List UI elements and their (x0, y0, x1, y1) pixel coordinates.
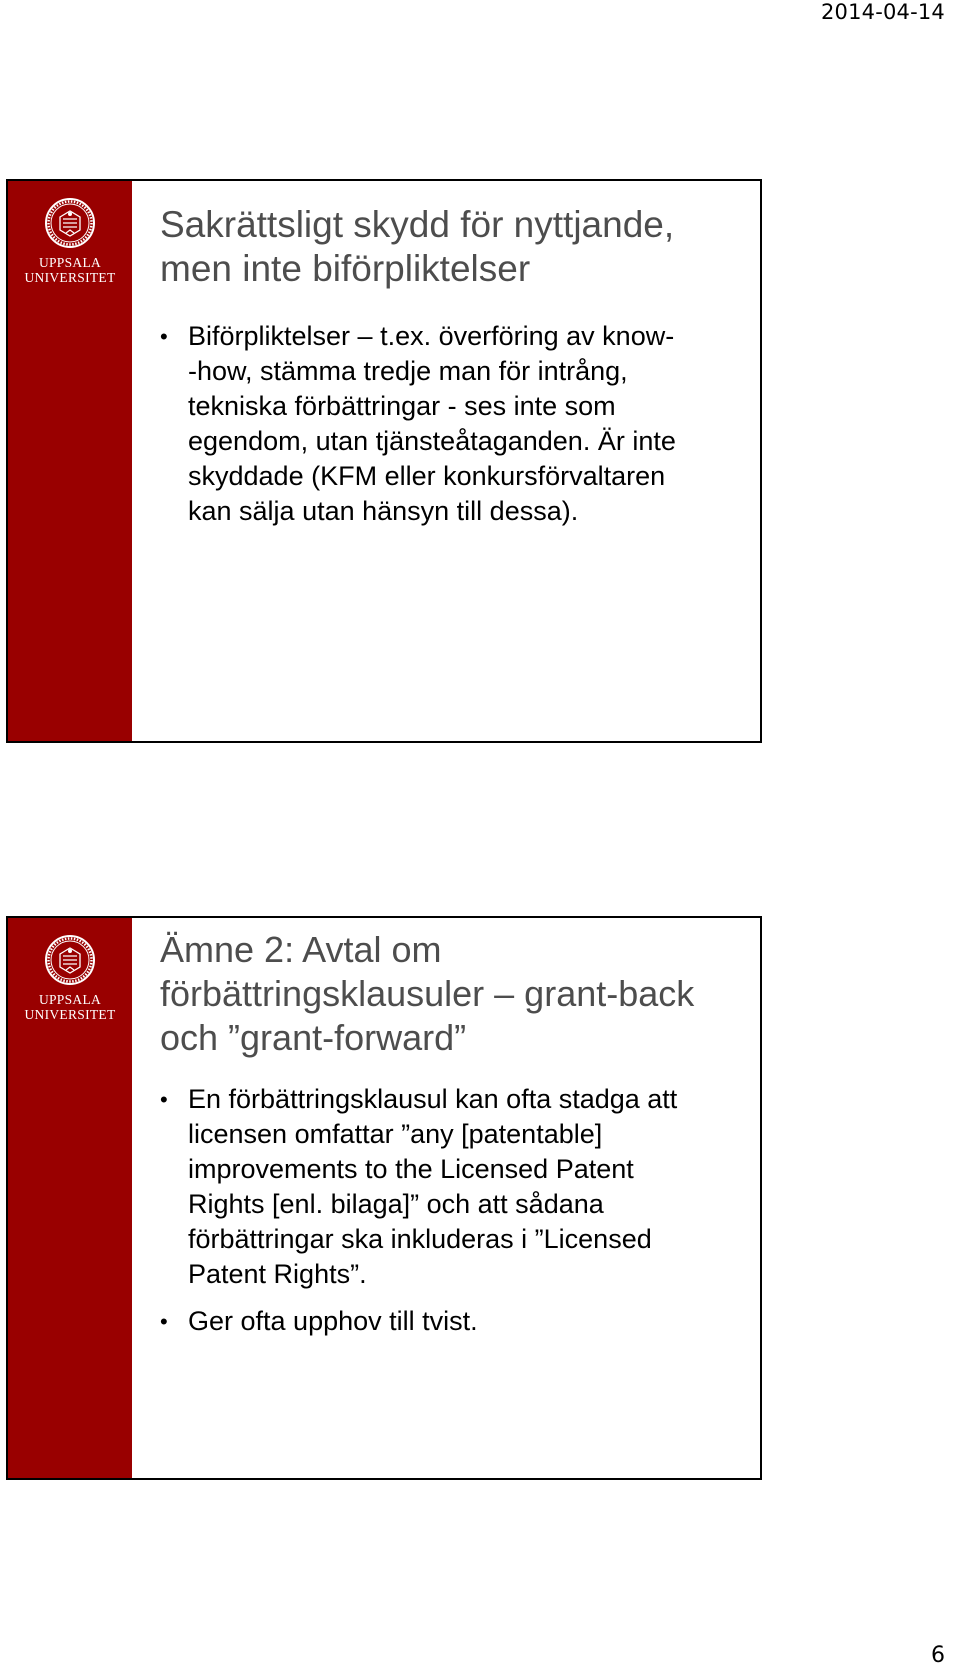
slide-title: Ämne 2: Avtal om förbättringsklausuler – grant-back och ”grant-forward” (160, 929, 695, 1058)
logo-text-line2: UNIVERSITET (24, 1007, 116, 1022)
logo-text-line2: UNIVERSITET (24, 270, 116, 285)
slide-title: Sakrättsligt skydd för nyttjande, men inte biförpliktelser (160, 204, 675, 289)
logo-text-line1: UPPSALA (38, 992, 102, 1007)
bullet-item: • Biförpliktelser – t.ex. överföring av know- -how, stämma tredje man för intrång, tekniska förbättringar - ses inte som egendom, utan tjänsteåtaganden. Är inte skyddade (KFM eller konkursförvaltaren kan sälja utan hänsyn till dessa). (160, 319, 738, 529)
university-logo (8, 934, 132, 1022)
bullet-list (160, 319, 738, 529)
slide-sidebar (8, 181, 132, 741)
page-number: 6 (931, 1643, 945, 1668)
university-seal-icon (44, 934, 96, 986)
bullet-item: • Ger ofta upphov till tvist. (160, 1304, 738, 1339)
slide-sidebar (8, 918, 132, 1478)
header-date: 2014-04-14 (820, 0, 945, 24)
slide-2 (6, 916, 762, 1480)
logo-text-line1: UPPSALA (38, 255, 102, 270)
slide-content (160, 181, 738, 541)
slide-content (160, 918, 738, 1351)
bullet-item: • En förbättringsklausul kan ofta stadga att licensen omfattar ”any [patentable] improvements to the Licensed Patent Rights [enl. bilaga]” och att sådana förbättringar ska inkluderas i ”Licensed Patent Rights”. (160, 1082, 738, 1292)
university-seal-icon (44, 197, 96, 249)
bullet-list (160, 1082, 738, 1339)
university-logo (8, 197, 132, 285)
slide-1 (6, 179, 762, 743)
